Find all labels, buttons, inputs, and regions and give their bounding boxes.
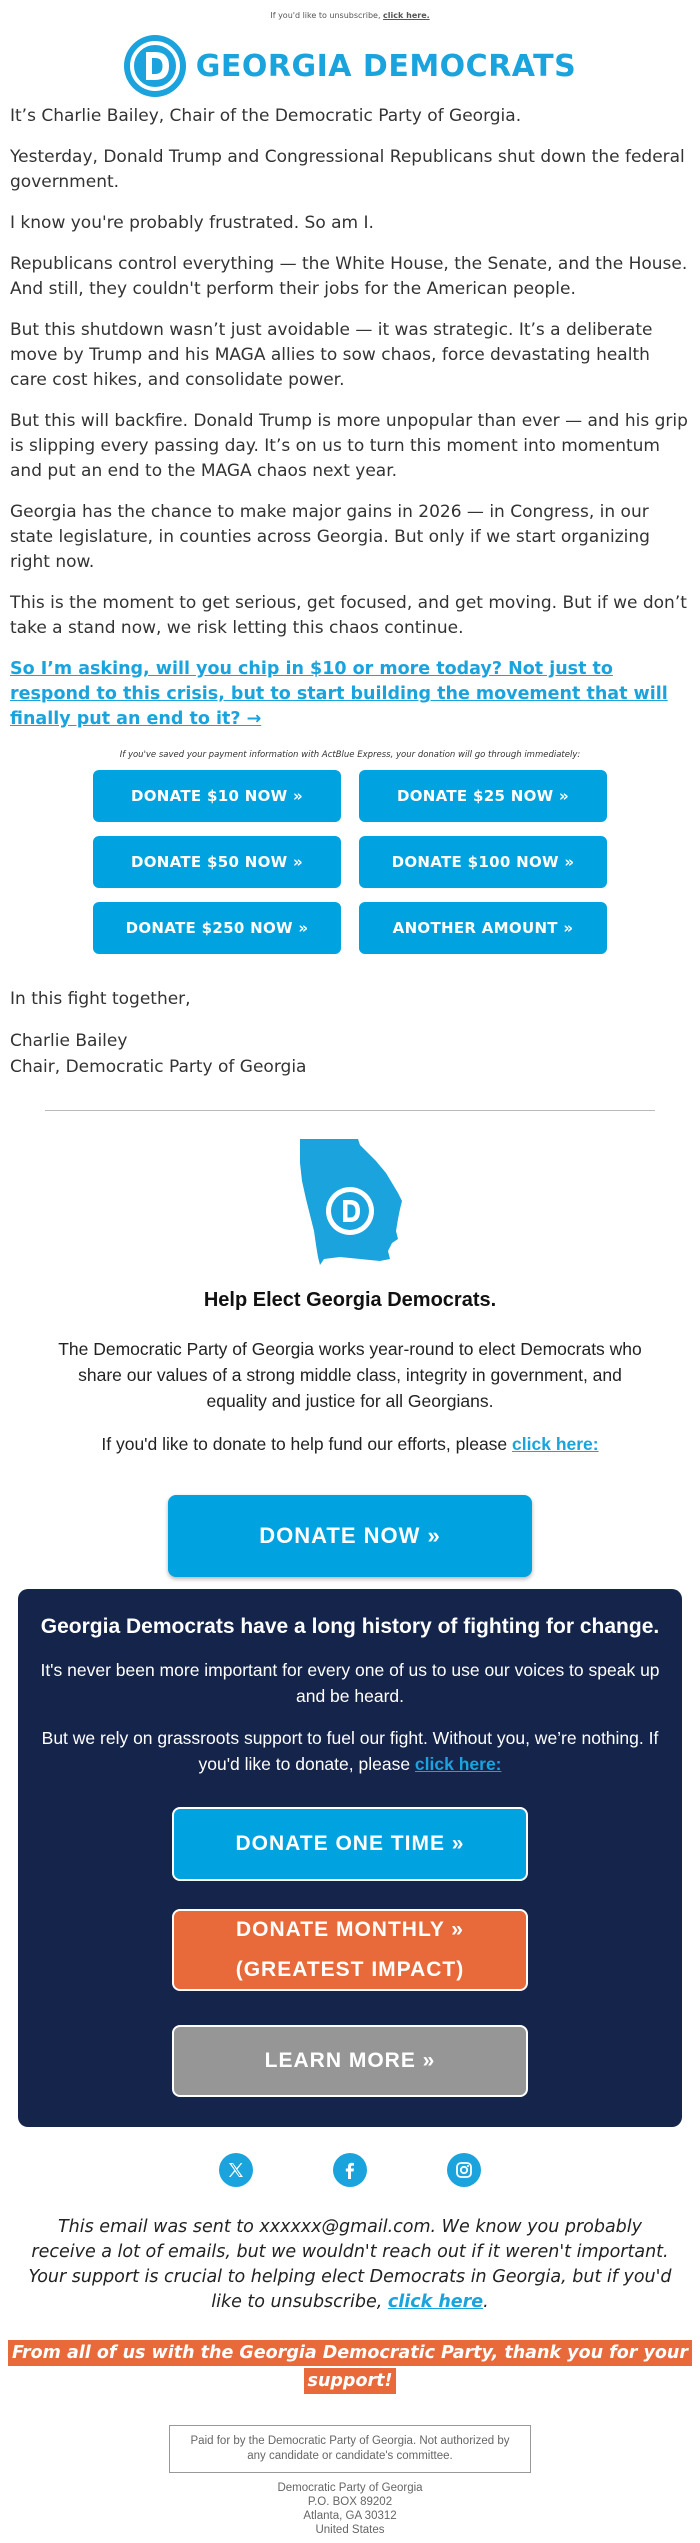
donate-100-button[interactable]: DONATE $100 NOW » [359,836,607,888]
letter-paragraph: I know you're probably frustrated. So am I. [10,213,374,233]
signer-title: Chair, Democratic Party of Georgia [10,1057,307,1077]
header-logo [0,24,700,104]
letter-paragraph: Yesterday, Donald Trump and Congressional Republicans shut down the federal government. [10,147,685,192]
georgia-state-map-icon [280,1135,420,1275]
thank-you-banner [0,2339,700,2395]
unsubscribe-prefix: If you'd like to unsubscribe, [270,11,384,20]
address-line: Democratic Party of Georgia [277,2482,423,2494]
another-amount-button[interactable]: ANOTHER AMOUNT » [359,902,607,954]
instagram-icon[interactable] [447,2153,481,2187]
letter-paragraph: But this shutdown wasn’t just avoidable — it was strategic. It’s a deliberate move by Trump and his MAGA allies to sow chaos, force devastating health care cost hikes, and consolidate power. [10,320,653,390]
donate-50-button[interactable]: DONATE $50 NOW » [93,836,341,888]
donate-250-button[interactable]: DONATE $250 NOW » [93,902,341,954]
disclaimer-text: This email was sent to xxxxxx@gmail.com. We know you probably receive a lot of emails, but we wouldn't reach out if it weren't important. Your support is crucial to helping elect Democrats in Georgia, but if you'd like to unsubscribe, [28,2217,672,2312]
callout-donate-link[interactable]: click here: [414,1754,502,1774]
footer-unsubscribe-link[interactable]: click here [387,2292,484,2312]
footer-description: The Democratic Party of Georgia works year-round to elect Democrats who share our values of a strong middle class, integrity in government, and equality and justice for all Georgians. [58,1339,642,1411]
donate-amount-grid [0,770,700,954]
footer-donate-prompt [0,1434,700,1455]
thank-you-text: From all of us with the Georgia Democratic Party, thank you for your support! [8,2340,692,2394]
letter-paragraph: Georgia has the chance to make major gains in 2026 — in Congress, in our state legislature, in counties across Georgia. But only if we start organizing right now. [10,502,650,572]
donate-25-button[interactable]: DONATE $25 NOW » [359,770,607,822]
callout-paragraph-donate [38,1725,662,1777]
callout-heading: Georgia Democrats have a long history of fighting for change. [40,1615,660,1638]
democrats-d-logo-icon [124,35,186,97]
paid-for-disclaimer: Paid for by the Democratic Party of Georgia. Not authorized by any candidate or candidate's committee. [169,2425,531,2473]
x-icon[interactable] [219,2153,253,2187]
signer-name: Charlie Bailey [10,1031,128,1051]
unsubscribe-link[interactable]: click here. [383,11,430,20]
email-disclaimer [0,2215,700,2315]
logo-wordmark: GEORGIA DEMOCRATS [195,48,577,84]
disclaimer-end: . [483,2292,489,2312]
letter-body [0,104,700,732]
learn-more-button[interactable]: LEARN MORE » [172,2025,528,2097]
closing-line: In this fight together, [10,989,191,1009]
footer-heading: Help Elect Georgia Democrats. [203,1289,497,1311]
address-line: United States [315,2524,385,2536]
donate-10-button[interactable]: DONATE $10 NOW » [93,770,341,822]
greatest-impact-label: (GREATEST IMPACT) [235,1958,465,1981]
signature-block [0,986,700,1080]
address-line: P.O. BOX 89202 [307,2496,393,2508]
history-callout-box [18,1589,682,2127]
mailing-address [0,2481,700,2543]
donate-one-time-button[interactable]: DONATE ONE TIME » [172,1807,528,1881]
donate-monthly-button[interactable] [172,1909,528,1991]
section-divider [45,1110,655,1111]
facebook-icon[interactable] [333,2153,367,2187]
callout-donate-text: But we rely on grassroots support to fuel our fight. Without you, we’re nothing. If you'd like to donate, please [41,1728,659,1774]
letter-paragraph: Republicans control everything — the White House, the Senate, and the House. And still, they couldn't perform their jobs for the American people. [10,254,688,299]
address-line: Atlanta, GA 30312 [303,2510,397,2522]
letter-paragraph: It’s Charlie Bailey, Chair of the Democratic Party of Georgia. [10,106,522,126]
letter-paragraph: But this will backfire. Donald Trump is more unpopular than ever — and his grip is slipping every passing day. It’s on us to turn this moment into momentum and put an end to the MAGA chaos next year. [10,411,688,481]
callout-paragraph: It's never been more important for every one of us to use our voices to speak up and be heard. [40,1660,660,1706]
actblue-express-note: If you've saved your payment information with ActBlue Express, your donation will go through immediately: [119,750,581,760]
unsubscribe-notice [0,0,700,24]
donate-prompt-link[interactable]: click here: [512,1434,599,1454]
donate-now-button[interactable]: DONATE NOW » [168,1495,532,1577]
social-links [0,2153,700,2187]
donate-prompt-text: If you'd like to donate to help fund our efforts, please [101,1434,513,1454]
donate-monthly-label: DONATE MONTHLY » [236,1918,464,1941]
chip-in-link[interactable]: So I’m asking, will you chip in $10 or more today? Not just to respond to this crisis, but to start building the movement that will finally put an end to it? → [10,659,668,729]
letter-paragraph: This is the moment to get serious, get focused, and get moving. But if we don’t take a stand now, we risk letting this chaos continue. [10,593,687,638]
georgia-map [0,1135,700,1275]
